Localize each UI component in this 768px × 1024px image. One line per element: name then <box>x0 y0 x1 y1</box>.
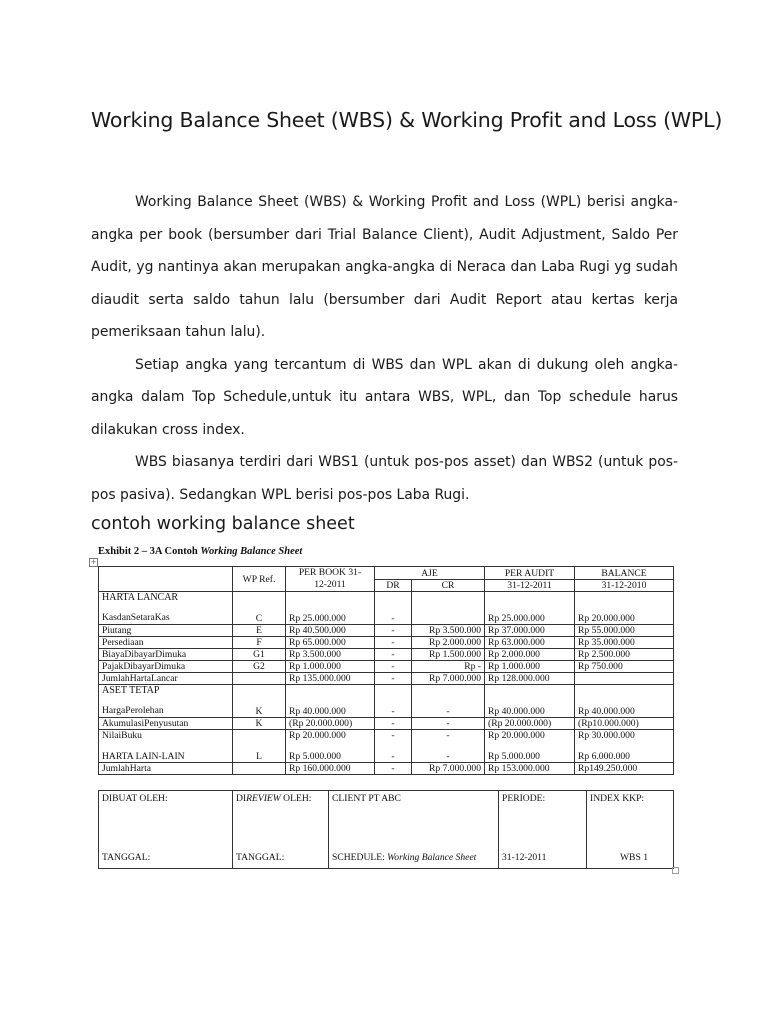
client-cell <box>329 791 499 869</box>
cell-dr: - - <box>375 730 412 763</box>
cell-ref: K <box>233 685 286 718</box>
cell-audit: Rp 1.000.000 <box>485 661 575 673</box>
cell-ref: K <box>233 718 286 730</box>
table-row <box>99 730 674 763</box>
header-aje: AJE <box>375 567 485 580</box>
reviewed-by-label: DIREVIEW OLEH: <box>236 793 312 804</box>
prepared-by-cell <box>99 791 233 869</box>
header-per-audit-date: 31-12-2011 <box>485 579 575 592</box>
exhibit-caption <box>98 546 302 557</box>
cell-book: Rp 160.000.000 <box>286 763 375 775</box>
cell-ref: F <box>233 637 286 649</box>
page-title: Working Balance Sheet (WBS) & Working Profit and Loss (WPL) <box>91 108 723 132</box>
period-cell <box>499 791 587 869</box>
table-row <box>99 649 674 661</box>
header-blank <box>99 567 233 592</box>
cell-book: Rp 3.500.000 <box>286 649 375 661</box>
period-value: 31-12-2011 <box>502 852 547 863</box>
cell-balance: Rp 40.000.000 <box>575 685 674 718</box>
period-label: PERIODE: <box>502 793 546 804</box>
index-label: INDEX KKP: <box>590 793 645 804</box>
cell-ref <box>233 763 286 775</box>
cell-name: BiayaDibayarDimuka <box>99 649 233 661</box>
cell-book: Rp 40.500.000 <box>286 625 375 637</box>
table-move-handle-icon[interactable]: + <box>90 558 97 566</box>
table-row-total <box>99 763 674 775</box>
paragraph-1: Working Balance Sheet (WBS) & Working Profit and Loss (WPL) berisi angka-angka per book (bersumber dari Trial Balance Client), Audit Adjustment, Saldo Per Audit, yg nantinya akan merupakan angka-angka di Neraca dan Laba Rugi yg sudah diaudit serta saldo tahun lalu (bersumber dari Audit Report atau kertas kerja pemeriksaan tahun lalu). <box>91 194 678 340</box>
cell-dr: - <box>375 718 412 730</box>
cell-name: PajakDibayarDimuka <box>99 661 233 673</box>
cell-audit: Rp 20.000.000 Rp 5.000.000 <box>485 730 575 763</box>
cell-cr: Rp 3.500.000 <box>412 625 485 637</box>
schedule-label: SCHEDULE: Working Balance Sheet <box>332 852 477 863</box>
cell-balance <box>575 673 674 685</box>
cell-name: AkumulasiPenyusutan <box>99 718 233 730</box>
cell-ref <box>233 673 286 685</box>
cell-book: Rp 20.000.000 Rp 5.000.000 <box>286 730 375 763</box>
cell-cr: - <box>412 718 485 730</box>
paragraph-3: WBS biasanya terdiri dari WBS1 (untuk pos-pos asset) dan WBS2 (untuk pos-pos pasiva). Sedangkan WPL berisi pos-pos Laba Rugi. <box>91 454 678 503</box>
table-resize-handle-icon[interactable] <box>672 867 679 874</box>
header-wp-ref: WP Ref. <box>233 567 286 592</box>
table-row <box>99 637 674 649</box>
cell-balance: Rp149.250.000 <box>575 763 674 775</box>
table-row <box>99 718 674 730</box>
table-row <box>99 673 674 685</box>
signoff-table <box>98 790 674 869</box>
cell-book: Rp 1.000.000 <box>286 661 375 673</box>
cell-cr: Rp 1.500.000 <box>412 649 485 661</box>
cell-ref: C <box>233 592 286 625</box>
cell-balance: Rp 750.000 <box>575 661 674 673</box>
cell-name: JumlahHarta <box>99 763 233 775</box>
table-row <box>99 685 674 718</box>
cell-audit: Rp 128.000.000 <box>485 673 575 685</box>
cell-dr: - <box>375 685 412 718</box>
cell-dr: - <box>375 673 412 685</box>
date-label-reviewed: TANGGAL: <box>236 852 285 863</box>
section-heading: contoh working balance sheet <box>91 514 355 534</box>
cell-ref: G2 <box>233 661 286 673</box>
date-label-prepared: TANGGAL: <box>102 852 151 863</box>
reviewed-by-cell <box>233 791 329 869</box>
prepared-by-label: DIBUAT OLEH: <box>102 793 168 804</box>
cell-cr: Rp - <box>412 661 485 673</box>
cell-dr: - <box>375 649 412 661</box>
index-value: WBS 1 <box>620 852 648 863</box>
cell-audit: Rp 63.000.000 <box>485 637 575 649</box>
signoff-row <box>99 791 674 869</box>
table-row <box>99 592 674 625</box>
cell-book: Rp 25.000.000 <box>286 592 375 625</box>
header-balance: BALANCE <box>575 567 674 580</box>
cell-audit: Rp 153.000.000 <box>485 763 575 775</box>
cell-name: Persediaan <box>99 637 233 649</box>
cell-balance: Rp 20.000.000 <box>575 592 674 625</box>
header-per-book: PER BOOK 31- 12-2011 <box>286 567 375 592</box>
row-book-and-other: NilaiBuku HARTA LAIN-LAIN <box>99 730 233 763</box>
cell-ref: E <box>233 625 286 637</box>
cell-book: Rp 40.000.000 <box>286 685 375 718</box>
table-row <box>99 625 674 637</box>
cell-ref: G1 <box>233 649 286 661</box>
cell-name: JumlahHartaLancar <box>99 673 233 685</box>
table-header-row <box>99 567 674 580</box>
cell-balance: Rp 55.000.000 <box>575 625 674 637</box>
table-row <box>99 661 674 673</box>
cell-book: Rp 135.000.000 <box>286 673 375 685</box>
cell-balance: Rp 2.500.000 <box>575 649 674 661</box>
cell-audit: (Rp 20.000.000) <box>485 718 575 730</box>
cell-dr: - <box>375 625 412 637</box>
cell-balance: Rp 30.000.000 Rp 6.000.000 <box>575 730 674 763</box>
cell-ref: L <box>233 730 286 763</box>
cell-name: Piutang <box>99 625 233 637</box>
cell-audit: Rp 2.000.000 <box>485 649 575 661</box>
row-section-fixed: ASET TETAP HargaPerolehan <box>99 685 233 718</box>
cell-cr: - - <box>412 730 485 763</box>
paragraph-2: Setiap angka yang tercantum di WBS dan WPL akan di dukung oleh angka-angka dalam Top Schedule,untuk itu antara WBS, WPL, dan Top schedule harus dilakukan cross index. <box>91 356 678 438</box>
cell-balance: (Rp10.000.000) <box>575 718 674 730</box>
working-balance-sheet-table <box>98 566 674 775</box>
header-per-audit: PER AUDIT <box>485 567 575 580</box>
cell-audit: Rp 40.000.000 <box>485 685 575 718</box>
cell-cr: Rp 7.000.000 <box>412 763 485 775</box>
cell-book: Rp 65.000.000 <box>286 637 375 649</box>
cell-cr <box>412 592 485 625</box>
cell-dr: - <box>375 637 412 649</box>
cell-dr: - <box>375 763 412 775</box>
cell-dr: - <box>375 592 412 625</box>
cell-cr: Rp 2.000.000 <box>412 637 485 649</box>
cell-audit: Rp 25.000.000 <box>485 592 575 625</box>
client-label: CLIENT PT ABC <box>332 793 401 804</box>
header-cr: CR <box>412 579 485 592</box>
header-dr: DR <box>375 579 412 592</box>
row-section-current: HARTA LANCAR KasdanSetaraKas <box>99 592 233 625</box>
body-text <box>91 186 678 511</box>
exhibit-label-italic: Working Balance Sheet <box>200 546 303 557</box>
index-cell <box>587 791 674 869</box>
cell-audit: Rp 37.000.000 <box>485 625 575 637</box>
cell-cr: - <box>412 685 485 718</box>
cell-book: (Rp 20.000.000) <box>286 718 375 730</box>
exhibit-label: Exhibit 2 – 3A Contoh <box>98 546 201 557</box>
header-balance-date: 31-12-2010 <box>575 579 674 592</box>
cell-balance: Rp 35.000.000 <box>575 637 674 649</box>
cell-cr: Rp 7.000.000 <box>412 673 485 685</box>
cell-dr: - <box>375 661 412 673</box>
